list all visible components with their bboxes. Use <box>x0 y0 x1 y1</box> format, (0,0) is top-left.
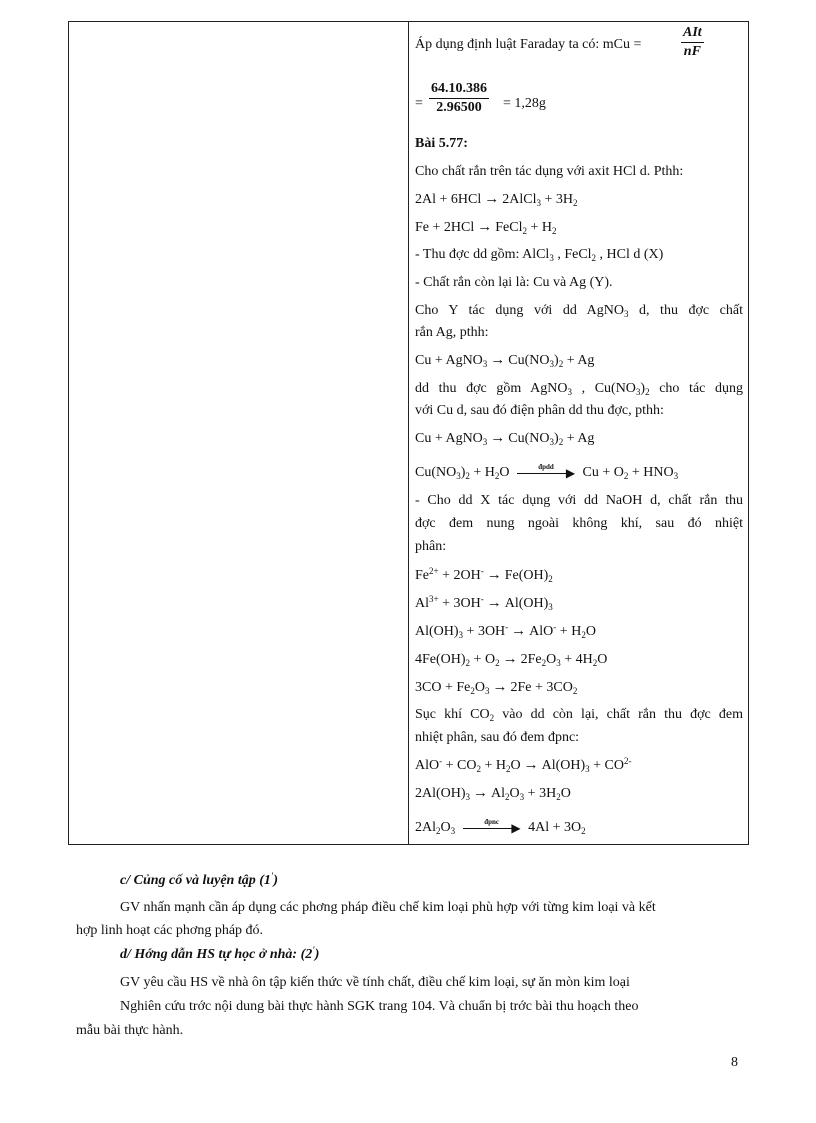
equation-2: Fe + 2HCl → FeCl$_2$ + $H_2$ <box>415 219 557 236</box>
section-d-paragraph: Nghiên cứu trớc nội dung bài thực hành SGK trang 104. Và chuẩn bị trớc bài thu hoạch theo <box>120 999 639 1014</box>
equation-5: $Cu(NO_3)_2 + H_2O$ đpdd ▶ $Cu + O_2 + HNO_3$ <box>415 463 679 482</box>
page-number: 8 <box>731 1055 738 1070</box>
text-line: Cho Y tác dụng với dd AgNO$_3$ d, thu đợc chất <box>415 303 743 319</box>
section-c-paragraph: hợp linh hoạt các phơng pháp đó. <box>76 923 264 938</box>
equation-10: $3CO + Fe_2O_3 \to 2Fe + 3CO_2$ <box>415 679 578 696</box>
text-line: Cho chất rắn trên tác dụng với axit HCl d. Pthh: <box>415 164 684 179</box>
equation-1: 2Al + 6HCl → 2AlCl$_3$ + $3H_2$ <box>415 191 578 208</box>
equation-13: $2Al_2O_3$ đpnc ▶ $4Al + 3O_2$ <box>415 818 586 837</box>
content-table <box>68 21 749 845</box>
text-line: Sục khí $CO_2$ vào dd còn lại, chất rắn thu đợc đem <box>415 707 743 723</box>
fraction-numeric: $\frac{64.10.386}{2.96500}$ <box>431 81 487 115</box>
electrolysis-arrow: đpdd ▶ <box>517 464 575 482</box>
section-d-paragraph: mẫu bài thực hành. <box>76 1023 184 1038</box>
text-line: rắn Ag, pthh: <box>415 325 489 340</box>
equation-6: $Fe^{2+} + 2OH^- \to Fe(OH)_2$ <box>415 566 553 584</box>
fraction-ait-nf: AIt nF <box>683 25 702 59</box>
text-line: nhiệt phân, sau đó đem đpnc: <box>415 730 580 745</box>
section-d-paragraph: GV yêu cầu HS về nhà ôn tập kiến thức về tính chất, điều chế kim loại, sự ăn mòn kim loại <box>120 975 630 990</box>
equation-3: Cu + AgNO$_3$ → $Cu(NO_3)_2 + Ag$ <box>415 352 595 369</box>
text-line: - Cho dd X tác dụng với dd NaOH d, chất rắn thu <box>415 493 743 508</box>
text-line-y: - Chất rắn còn lại là: Cu và Ag (Y). <box>415 275 613 290</box>
equation-9: $4Fe(OH)_2 + O_2 \to 2Fe_2O_3 + 4H_2O$ <box>415 651 608 668</box>
text-line: phân: <box>415 539 447 554</box>
equation-8: $Al(OH)_3 + 3OH^- \to AlO^- + H_2O$ <box>415 622 596 640</box>
faraday-eq-prefix: = <box>415 96 423 111</box>
text-line: đợc đem nung ngoài không khí, sau đó nhiệt <box>415 516 743 531</box>
equation-12: $2Al(OH)_3 \to Al_2O_3 + 3H_2O$ <box>415 785 571 802</box>
section-d-heading: d/ Hớng dẫn HS tự học ở nhà: (2') <box>120 945 320 962</box>
table-column-divider <box>408 22 409 844</box>
section-c-paragraph: GV nhấn mạnh cần áp dụng các phơng pháp điều chế kim loại phù hợp với từng kim loại và kết <box>120 900 656 915</box>
problem-title: Bài 5.77: <box>415 136 468 151</box>
equation-4: Cu + AgNO$_3$ → $Cu(NO_3)_2 + Ag$ <box>415 430 595 447</box>
equation-7: $Al^{3+} + 3OH^- \to Al(OH)_3$ <box>415 594 553 612</box>
text-line: dd thu đợc gồm AgNO$_3$ , $Cu(NO_3)_2$ cho tác dụng <box>415 381 743 397</box>
text-line-x: - Thu đợc dd gồm: AlCl$_3$ , FeCl$_2$ , HCl d (X) <box>415 247 664 263</box>
section-c-heading: c/ Củng cố và luyện tập (1') <box>120 871 279 888</box>
faraday-line: Áp dụng định luật Faraday ta có: mCu = <box>415 37 642 52</box>
electrolysis-arrow: đpnc ▶ <box>463 819 521 837</box>
text-line: với Cu d, sau đó điện phân dd thu đợc, pthh: <box>415 403 664 418</box>
faraday-result: = 1,28g <box>503 96 546 111</box>
equation-11: $AlO^- + CO_2 + H_2O \to Al(OH)_3 + CO^{2-}$ <box>415 756 632 774</box>
